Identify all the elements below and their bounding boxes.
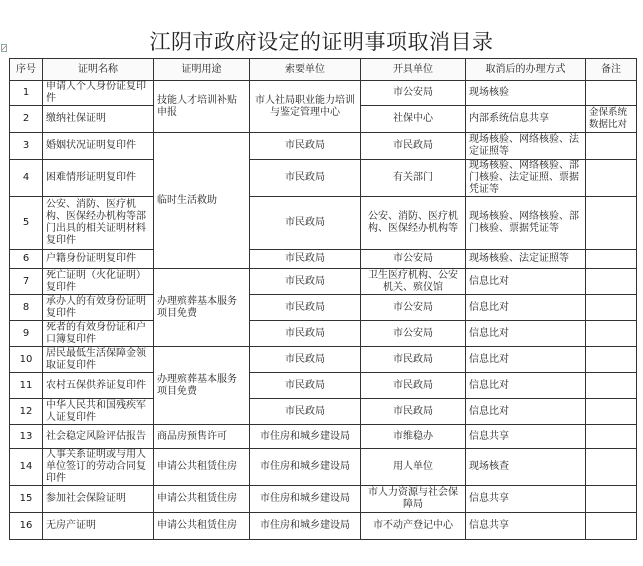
broken-image-icon (1, 44, 7, 52)
row-requesting-unit: 市住房和城乡建设局 (250, 513, 361, 540)
row-name: 死亡证明（火化证明）复印件 (43, 269, 154, 295)
row-name: 中华人民共和国残疾军人证复印件 (43, 399, 154, 425)
table-row (10, 250, 637, 269)
row-method: 内部系统信息共享 (466, 106, 586, 133)
table-header-row (10, 59, 637, 81)
row-issuing-unit: 市民政局 (361, 373, 466, 399)
row-requesting-unit: 市民政局 (250, 250, 361, 269)
table-row (10, 449, 637, 486)
row-use: 申请公共租赁住房 (154, 449, 250, 486)
row-name: 公安、消防、医疗机构、医保经办机构等部门出具的相关证明材料复印件 (43, 197, 154, 250)
row-name: 缴纳社保证明 (43, 106, 154, 133)
table-row (10, 373, 637, 399)
row-method: 信息比对 (466, 399, 586, 425)
row-method: 现场核查 (466, 449, 586, 486)
row-use: 申请公共租赁住房 (154, 486, 250, 513)
row-use: 办理殡葬基本服务项目免费 (154, 347, 250, 425)
row-note: 金保系统数据比对 (586, 106, 637, 133)
table-row (10, 399, 637, 425)
row-note (586, 197, 637, 250)
row-index: 6 (10, 250, 43, 269)
row-index: 15 (10, 486, 43, 513)
row-requesting-unit: 市住房和城乡建设局 (250, 449, 361, 486)
page-title: 江阴市政府设定的证明事项取消目录 (149, 30, 494, 54)
row-method: 信息比对 (466, 347, 586, 373)
row-note (586, 347, 637, 373)
row-method: 现场核验、法定证照等 (466, 250, 586, 269)
row-method: 现场核验、网络核验、法定证照等 (466, 133, 586, 160)
header-issuing-unit: 开具单位 (361, 59, 466, 81)
row-use: 临时生活救助 (154, 133, 250, 269)
row-method: 信息比对 (466, 295, 586, 321)
table-row (10, 160, 637, 197)
row-issuing-unit: 市公安局 (361, 81, 466, 106)
header-use: 证明用途 (154, 59, 250, 81)
row-name: 社会稳定风险评估报告 (43, 425, 154, 449)
row-requesting-unit: 市民政局 (250, 197, 361, 250)
row-name: 死者的有效身份证和户口簿复印件 (43, 321, 154, 347)
row-requesting-unit: 市住房和城乡建设局 (250, 486, 361, 513)
row-note (586, 133, 637, 160)
row-index: 10 (10, 347, 43, 373)
table-row (10, 513, 637, 540)
row-requesting-unit: 市民政局 (250, 399, 361, 425)
row-note (586, 449, 637, 486)
table-row (10, 269, 637, 295)
table-row (10, 321, 637, 347)
row-name: 申请人个人身份证复印件 (43, 81, 154, 106)
row-note (586, 269, 637, 295)
row-requesting-unit: 市民政局 (250, 160, 361, 197)
row-method: 信息共享 (466, 486, 586, 513)
row-method: 现场核验 (466, 81, 586, 106)
row-index: 12 (10, 399, 43, 425)
row-name: 困难情形证明复印件 (43, 160, 154, 197)
row-name: 居民最低生活保障金领取证复印件 (43, 347, 154, 373)
row-name: 户籍身份证明复印件 (43, 250, 154, 269)
row-note (586, 399, 637, 425)
row-issuing-unit: 市不动产登记中心 (361, 513, 466, 540)
row-use: 技能人才培训补贴申报 (154, 81, 250, 133)
row-issuing-unit: 市维稳办 (361, 425, 466, 449)
row-use: 申请公共租赁住房 (154, 513, 250, 540)
row-note (586, 250, 637, 269)
header-requesting-unit: 索要单位 (250, 59, 361, 81)
row-index: 8 (10, 295, 43, 321)
row-method: 信息共享 (466, 513, 586, 540)
row-issuing-unit: 公安、消防、医疗机构、医保经办机构等 (361, 197, 466, 250)
row-note (586, 295, 637, 321)
table-row (10, 347, 637, 373)
header-index: 序号 (10, 59, 43, 81)
row-note (586, 81, 637, 106)
row-requesting-unit: 市民政局 (250, 133, 361, 160)
row-note (586, 373, 637, 399)
row-name: 承办人的有效身份证明复印件 (43, 295, 154, 321)
row-name: 婚姻状况证明复印件 (43, 133, 154, 160)
table-row (10, 81, 637, 106)
row-method: 信息比对 (466, 373, 586, 399)
row-use: 办理殡葬基本服务项目免费 (154, 269, 250, 347)
row-method: 信息共享 (466, 425, 586, 449)
header-name: 证明名称 (43, 59, 154, 81)
row-note (586, 425, 637, 449)
row-requesting-unit: 市民政局 (250, 321, 361, 347)
row-name: 无房产证明 (43, 513, 154, 540)
row-method: 信息比对 (466, 269, 586, 295)
row-name: 人事关系证明或与用人单位签订的劳动合同复印件 (43, 449, 154, 486)
row-requesting-unit: 市住房和城乡建设局 (250, 425, 361, 449)
row-index: 5 (10, 197, 43, 250)
certificate-table (9, 58, 637, 540)
table-row (10, 295, 637, 321)
table-row (10, 425, 637, 449)
row-index: 3 (10, 133, 43, 160)
row-use: 商品房预售许可 (154, 425, 250, 449)
row-requesting-unit: 市民政局 (250, 347, 361, 373)
row-index: 7 (10, 269, 43, 295)
row-method: 现场核验、网络核验、部门核验、票据凭证等 (466, 197, 586, 250)
row-note (586, 160, 637, 197)
table-row (10, 197, 637, 250)
row-name: 参加社会保险证明 (43, 486, 154, 513)
row-index: 16 (10, 513, 43, 540)
row-note (586, 486, 637, 513)
row-index: 11 (10, 373, 43, 399)
row-method: 现场核验、网络核验、部门核验、法定证照、票据凭证等 (466, 160, 586, 197)
row-issuing-unit: 市公安局 (361, 321, 466, 347)
row-note (586, 513, 637, 540)
row-name: 农村五保供养证复印件 (43, 373, 154, 399)
header-method: 取消后的办理方式 (466, 59, 586, 81)
row-issuing-unit: 市公安局 (361, 295, 466, 321)
row-issuing-unit: 市人力资源与社会保障局 (361, 486, 466, 513)
row-requesting-unit: 市民政局 (250, 269, 361, 295)
row-method: 信息比对 (466, 321, 586, 347)
row-requesting-unit: 市民政局 (250, 295, 361, 321)
row-requesting-unit: 市民政局 (250, 373, 361, 399)
row-index: 14 (10, 449, 43, 486)
header-note: 备注 (586, 59, 637, 81)
row-index: 4 (10, 160, 43, 197)
row-issuing-unit: 卫生医疗机构、公安机关、殡仪馆 (361, 269, 466, 295)
row-issuing-unit: 市民政局 (361, 347, 466, 373)
row-index: 1 (10, 81, 43, 106)
row-index: 9 (10, 321, 43, 347)
row-requesting-unit: 市人社局职业能力培训与鉴定管理中心 (250, 81, 361, 133)
row-issuing-unit: 市公安局 (361, 250, 466, 269)
table-row (10, 486, 637, 513)
row-issuing-unit: 有关部门 (361, 160, 466, 197)
row-index: 2 (10, 106, 43, 133)
row-issuing-unit: 市民政局 (361, 399, 466, 425)
row-index: 13 (10, 425, 43, 449)
table-row (10, 133, 637, 160)
row-issuing-unit: 用人单位 (361, 449, 466, 486)
row-note (586, 321, 637, 347)
row-issuing-unit: 市民政局 (361, 133, 466, 160)
row-issuing-unit: 社保中心 (361, 106, 466, 133)
